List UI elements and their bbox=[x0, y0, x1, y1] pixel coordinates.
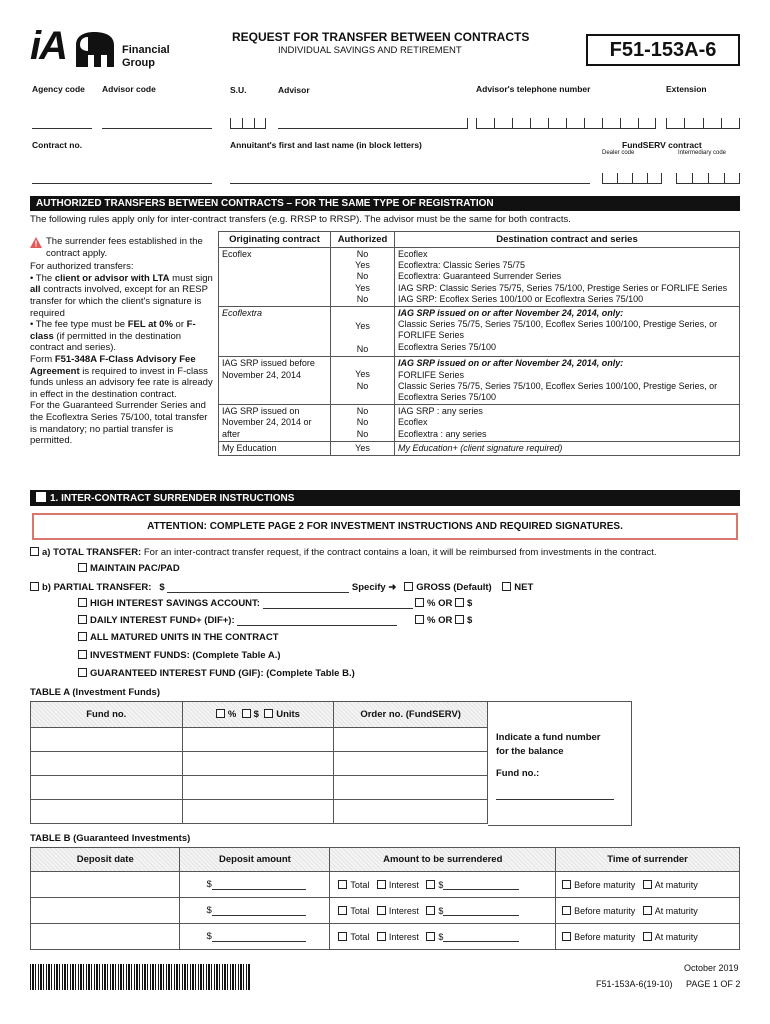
bullet-fee-type: • The fee type must be FEL at 0% or F-class (if permitted in the destination contract and series). bbox=[30, 319, 196, 354]
logo-group: Group bbox=[122, 57, 155, 69]
warning-icon bbox=[30, 237, 42, 248]
maintain-pac-row: MAINTAIN PAC/PAD bbox=[78, 563, 180, 574]
gif-checkbox[interactable] bbox=[78, 668, 87, 677]
maintain-pac-checkbox[interactable] bbox=[78, 563, 87, 572]
agency-code-field[interactable] bbox=[32, 117, 92, 129]
section1-checkbox[interactable] bbox=[36, 492, 46, 502]
total-checkbox[interactable] bbox=[338, 932, 347, 941]
high-interest-row: HIGH INTEREST SAVINGS ACCOUNT: bbox=[78, 598, 413, 609]
extension-field[interactable] bbox=[666, 117, 740, 129]
high-interest-input[interactable] bbox=[263, 599, 413, 609]
col-order-no: Order no. (FundSERV) bbox=[334, 702, 488, 728]
page-subtitle: INDIVIDUAL SAVINGS AND RETIREMENT bbox=[278, 45, 462, 56]
daily-interest-row: DAILY INTEREST FUND+ (DIF+): bbox=[78, 615, 397, 626]
logo-financial: Financial bbox=[122, 44, 170, 56]
agency-code-label: Agency code bbox=[32, 84, 85, 94]
gross-checkbox[interactable] bbox=[404, 582, 413, 591]
table-row bbox=[31, 752, 488, 776]
attention-banner: ATTENTION: COMPLETE PAGE 2 FOR INVESTMENT INSTRUCTIONS AND REQUIRED SIGNATURES. bbox=[32, 513, 738, 540]
authorized-transfers-table bbox=[218, 231, 740, 456]
balance-fund-input[interactable] bbox=[496, 790, 614, 800]
investment-funds-checkbox[interactable] bbox=[78, 650, 87, 659]
footer-form-code: F51-153A-6(19-10) bbox=[596, 979, 673, 989]
matured-units-row: ALL MATURED UNITS IN THE CONTRACT bbox=[78, 632, 279, 643]
warning-text: The surrender fees established in the contract apply. bbox=[46, 236, 203, 259]
annuitant-name-field[interactable] bbox=[230, 172, 590, 184]
net-checkbox[interactable] bbox=[502, 582, 511, 591]
balance-instruction-2: for the balance bbox=[496, 746, 564, 757]
balance-fund-label: Fund no.: bbox=[496, 768, 540, 779]
guaranteed-series-note: For the Guaranteed Surrender Series and the Ecoflextra Series 75/100, total transfer is mandatory; no partial transfer is permitted. bbox=[30, 400, 208, 447]
table-b bbox=[30, 847, 740, 950]
su-field[interactable] bbox=[230, 117, 266, 129]
balance-fund-box bbox=[488, 701, 632, 826]
contract-no-field[interactable] bbox=[32, 172, 212, 184]
balance-instruction-1: Indicate a fund number bbox=[496, 732, 601, 743]
matured-units-checkbox[interactable] bbox=[78, 632, 87, 641]
amount-checkbox[interactable] bbox=[426, 932, 435, 941]
authorized-transfers-header: AUTHORIZED TRANSFERS BETWEEN CONTRACTS – FOR THE SAME TYPE OF REGISTRATION bbox=[30, 196, 740, 211]
form-code-box: F51-153A-6 bbox=[586, 34, 740, 66]
advisor-code-label: Advisor code bbox=[102, 84, 156, 94]
col-time-surrender: Time of surrender bbox=[556, 848, 740, 872]
bullet-signature: • The client or advisor with LTA must sign all contracts involved, except for an RESP transfer for which the client's signature is required bbox=[30, 272, 213, 319]
rules-sidebar bbox=[30, 236, 214, 447]
for-authorized-label: For authorized transfers: bbox=[30, 261, 134, 273]
daily-interest-checkbox[interactable] bbox=[78, 615, 87, 624]
daily-interest-input[interactable] bbox=[237, 616, 397, 626]
footer-date: October 2019 bbox=[684, 963, 739, 973]
advisor-code-field[interactable] bbox=[102, 117, 212, 129]
table-row: $ Total Interest $ Before maturity At maturity bbox=[31, 898, 740, 924]
barcode bbox=[30, 964, 250, 990]
daily-interest-pct-checkbox[interactable] bbox=[415, 615, 424, 624]
authorized-intro: The following rules apply only for inter-contract transfers (e.g. RRSP to RRSP). The advisor must be the same for both contracts. bbox=[30, 214, 571, 225]
table-row: Ecoflextra Yes No IAG SRP issued on or after November 24, 2014, only: Classic Series 75/75, Series 75/100, Ecoflex Series 100/100, Prestige Series, or FORLIFE Series Ecoflextra Series 75/100 bbox=[219, 307, 740, 357]
amount-checkbox[interactable] bbox=[426, 906, 435, 915]
table-row bbox=[31, 728, 488, 752]
logo-mark: iA bbox=[30, 24, 66, 68]
warning-note bbox=[30, 236, 214, 259]
daily-interest-unit: % OR $ bbox=[415, 615, 472, 626]
col-destination: Destination contract and series bbox=[395, 232, 740, 248]
table-row: Ecoflex No Yes No Yes No Ecoflex Ecoflextra: Classic Series 75/75 Ecoflextra: Guaranteed Surrender Series IAG SRP: Classic Series 75/75, Series 75/100, Prestige Series or FORLIFE Series IAG SRP: Ecoflex Series 100/100 or Ecoflextra Series 75/100 bbox=[219, 248, 740, 307]
table-row: $ Total Interest $ Before maturity At maturity bbox=[31, 872, 740, 898]
elephant-icon bbox=[74, 31, 116, 69]
interest-checkbox[interactable] bbox=[377, 880, 386, 889]
before-maturity-checkbox[interactable] bbox=[562, 906, 571, 915]
high-interest-dollar-checkbox[interactable] bbox=[455, 598, 464, 607]
gif-row: GUARANTEED INTEREST FUND (GIF): (Complete Table B.) bbox=[78, 668, 355, 679]
advisor-field[interactable] bbox=[278, 117, 468, 129]
section1-header: 1. INTER-CONTRACT SURRENDER INSTRUCTIONS bbox=[30, 490, 740, 506]
units-checkbox[interactable] bbox=[264, 709, 273, 718]
table-row: My Education Yes My Education+ (client signature required) bbox=[219, 441, 740, 455]
su-label: S.U. bbox=[230, 85, 247, 95]
investment-funds-row: INVESTMENT FUNDS: (Complete Table A.) bbox=[78, 650, 281, 661]
intermediary-code-label: Intermediary code bbox=[678, 150, 727, 156]
before-maturity-checkbox[interactable] bbox=[562, 932, 571, 941]
surrender-amount-input[interactable] bbox=[443, 880, 519, 890]
pct-checkbox[interactable] bbox=[216, 709, 225, 718]
total-checkbox[interactable] bbox=[338, 880, 347, 889]
daily-interest-dollar-checkbox[interactable] bbox=[455, 615, 464, 624]
deposit-amount-input[interactable] bbox=[212, 906, 306, 916]
total-checkbox[interactable] bbox=[338, 906, 347, 915]
advisor-phone-label: Advisor's telephone number bbox=[476, 84, 591, 94]
table-row: IAG SRP issued before November 24, 2014 Yes No IAG SRP issued on or after November 24, 2014, only: FORLIFE Series Classic Series 75/75, Series 75/100, Ecoflex Series 100/100, Prestige Series, or Ecoflextra Series 75/100 bbox=[219, 357, 740, 405]
table-b-title: TABLE B (Guaranteed Investments) bbox=[30, 833, 191, 844]
at-maturity-checkbox[interactable] bbox=[643, 880, 652, 889]
interest-checkbox[interactable] bbox=[377, 906, 386, 915]
at-maturity-checkbox[interactable] bbox=[643, 906, 652, 915]
col-amount-type: % $ Units bbox=[182, 702, 334, 728]
col-authorized: Authorized bbox=[331, 232, 395, 248]
partial-transfer-checkbox[interactable] bbox=[30, 582, 39, 591]
table-row: $ Total Interest $ Before maturity At maturity bbox=[31, 924, 740, 950]
annuitant-name-label: Annuitant's first and last name (in block letters) bbox=[230, 140, 422, 150]
intermediary-code-field[interactable] bbox=[676, 172, 740, 184]
dealer-code-label: Dealer code bbox=[602, 150, 635, 156]
col-deposit-date: Deposit date bbox=[31, 848, 180, 872]
interest-checkbox[interactable] bbox=[377, 932, 386, 941]
col-fund-no: Fund no. bbox=[31, 702, 183, 728]
table-row: IAG SRP issued on November 24, 2014 or after No No No IAG SRP : any series Ecoflex Ecoflextra : any series bbox=[219, 405, 740, 442]
advisor-phone-field[interactable] bbox=[476, 117, 656, 129]
contract-no-label: Contract no. bbox=[32, 140, 83, 150]
footer-page-number: PAGE 1 OF 2 bbox=[686, 979, 741, 989]
amount-checkbox[interactable] bbox=[426, 880, 435, 889]
fundserv-contract-label: FundSERV contract bbox=[622, 140, 702, 150]
surrender-amount-input[interactable] bbox=[443, 906, 519, 916]
deposit-amount-input[interactable] bbox=[212, 880, 306, 890]
table-row bbox=[31, 776, 488, 800]
col-amount-surrendered: Amount to be surrendered bbox=[330, 848, 556, 872]
table-row bbox=[31, 800, 488, 824]
total-transfer-checkbox[interactable] bbox=[30, 547, 39, 556]
partial-amount-input[interactable] bbox=[167, 583, 349, 593]
company-logo bbox=[30, 24, 190, 72]
dollar-checkbox[interactable] bbox=[242, 709, 251, 718]
advisor-label: Advisor bbox=[278, 85, 310, 95]
table-a bbox=[30, 701, 488, 824]
partial-transfer-row: b) PARTIAL TRANSFER: $ Specify ➜ GROSS (Default) NET bbox=[30, 582, 533, 593]
total-transfer-row: a) TOTAL TRANSFER: For an inter-contract transfer request, if the contract contains a loan, it will be reimbursed from investments in the contract. bbox=[30, 547, 657, 558]
surrender-amount-input[interactable] bbox=[443, 932, 519, 942]
dealer-code-field[interactable] bbox=[602, 172, 662, 184]
form-f51-348a-note: Form F51-348A F-Class Advisory Fee Agreement is required to invest in F-class funds unless an advisory fee rate is already in effect in the destination contract. bbox=[30, 353, 213, 400]
at-maturity-checkbox[interactable] bbox=[643, 932, 652, 941]
table-a-title: TABLE A (Investment Funds) bbox=[30, 687, 161, 698]
deposit-amount-input[interactable] bbox=[212, 932, 306, 942]
col-deposit-amount: Deposit amount bbox=[180, 848, 330, 872]
high-interest-unit: % OR $ bbox=[415, 598, 472, 609]
extension-label: Extension bbox=[666, 84, 707, 94]
high-interest-checkbox[interactable] bbox=[78, 598, 87, 607]
before-maturity-checkbox[interactable] bbox=[562, 880, 571, 889]
col-originating: Originating contract bbox=[219, 232, 331, 248]
page-title: REQUEST FOR TRANSFER BETWEEN CONTRACTS bbox=[232, 30, 530, 44]
high-interest-pct-checkbox[interactable] bbox=[415, 598, 424, 607]
